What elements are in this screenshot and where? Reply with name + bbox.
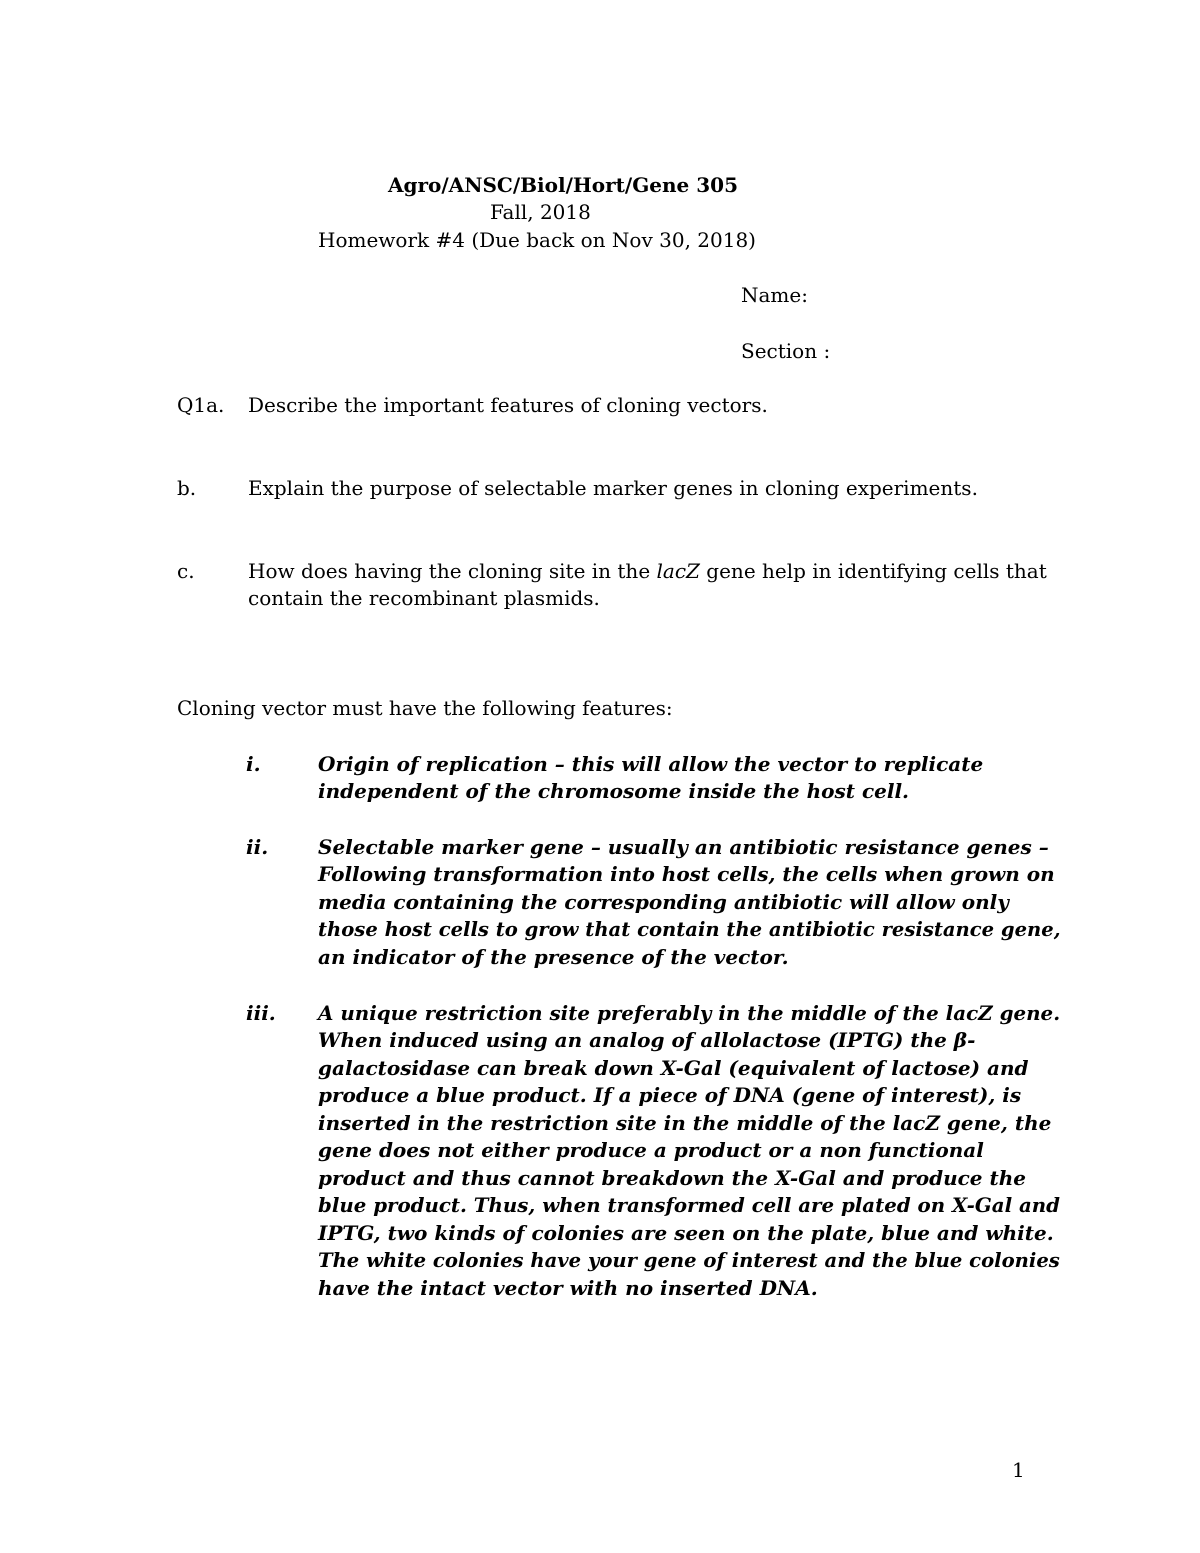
homework-title: Homework #4 (Due back on Nov 30, 2018) [318,228,756,252]
answer-item-line: Selectable marker gene – usually an antibiotic resistance genes – [318,835,1049,859]
answer-item-line: media containing the corresponding antibiotic will allow only [318,890,1009,914]
answer-item-line: produce a blue product. If a piece of DNA (gene of interest), is [318,1083,1022,1107]
answer-item-line: A unique restriction site preferably in the middle of the lacZ gene. [318,1001,1061,1025]
answer-item-line: gene does not either produce a product or a non functional [318,1138,984,1162]
name-label: Name: [741,283,808,307]
answer-item-line: blue product. Thus, when transformed cell are plated on X-Gal and [318,1193,1061,1217]
answer-item-line: an indicator of the presence of the vector. [318,945,789,969]
answer-item-line: Origin of replication – this will allow the vector to replicate [318,752,984,776]
answer-item-line: When induced using an analog of allolactose (IPTG) the β- [318,1028,976,1052]
question-text-c-part1: How does having the cloning site in the [248,559,657,583]
answer-item-line: product and thus cannot breakdown the X-Gal and produce the [318,1166,1026,1190]
question-text-c-part2: gene help in identifying cells that [699,559,1047,583]
page-number: 1 [1012,1458,1025,1482]
answer-item-line: those host cells to grow that contain the antibiotic resistance gene, [318,917,1061,941]
answer-item-line: The white colonies have your gene of interest and the blue colonies [318,1248,1060,1272]
course-title: Agro/ANSC/Biol/Hort/Gene 305 [388,173,738,197]
question-text-b: Explain the purpose of selectable marker genes in cloning experiments. [248,476,978,500]
answer-item-numeral: i. [246,752,261,776]
question-label-q1a: Q1a. [177,393,225,417]
question-text-q1a: Describe the important features of cloning vectors. [248,393,768,417]
question-text-c [248,558,1047,585]
answer-item-line: IPTG, two kinds of colonies are seen on the plate, blue and white. [318,1221,1054,1245]
answer-item-line: galactosidase can break down X-Gal (equivalent of lactose) and [318,1056,1029,1080]
answer-item-line: Following transformation into host cells, the cells when grown on [318,862,1055,886]
answer-intro: Cloning vector must have the following features: [177,696,673,720]
answer-item-line: have the intact vector with no inserted DNA. [318,1276,818,1300]
question-label-b: b. [177,476,197,500]
answer-item-numeral: ii. [246,835,269,859]
term: Fall, 2018 [490,200,591,224]
answer-item-line: inserted in the restriction site in the middle of the lacZ gene, the [318,1111,1052,1135]
answer-item-line: independent of the chromosome inside the host cell. [318,779,910,803]
answer-item-numeral: iii. [246,1001,276,1025]
section-label: Section : [741,339,831,363]
question-text-c-line2: contain the recombinant plasmids. [248,586,600,610]
question-label-c: c. [177,559,195,583]
lacz-gene-term: lacZ [656,559,700,583]
